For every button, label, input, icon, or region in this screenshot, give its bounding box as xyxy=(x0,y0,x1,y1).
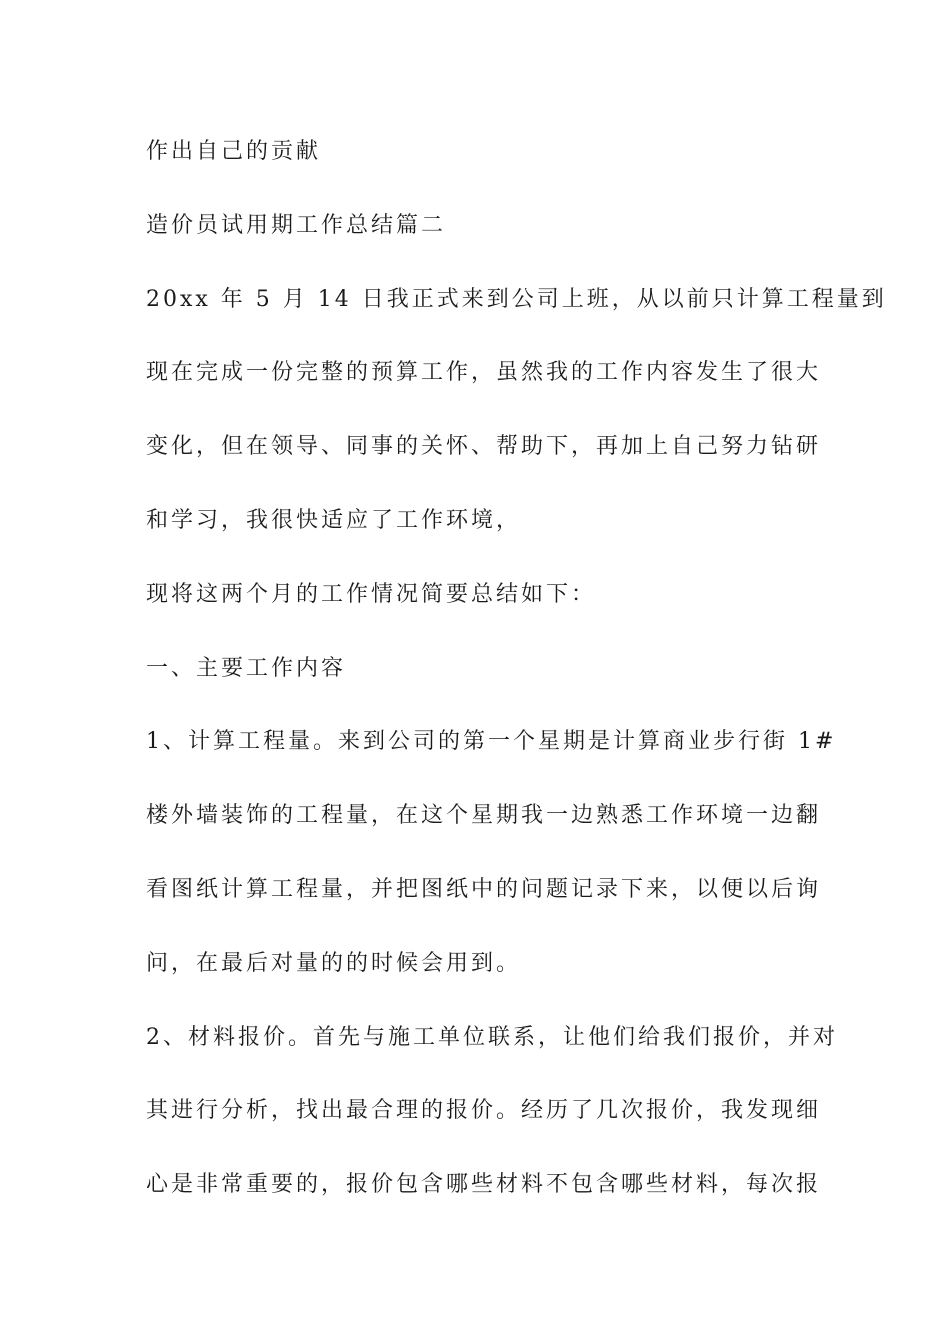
heading-line: 作出自己的贡献 xyxy=(146,139,322,164)
list-item-line: 其进行分析，找出最合理的报价。经历了几次报价，我发现细 xyxy=(146,1098,822,1124)
list-item-line: 2、材料报价。首先与施工单位联系，让他们给我们报价，并对 xyxy=(146,1024,838,1050)
paragraph-line: 现在完成一份完整的预算工作，虽然我的工作内容发生了很大 xyxy=(146,360,822,386)
list-item-line: 心是非常重要的，报价包含哪些材料不包含哪些材料，每次报 xyxy=(146,1172,822,1198)
list-item-line: 看图纸计算工程量，并把图纸中的问题记录下来，以便以后询 xyxy=(146,876,822,902)
section-title: 造价员试用期工作总结篇二 xyxy=(146,212,447,238)
list-item-line: 问，在最后对量的的时候会用到。 xyxy=(146,950,522,976)
paragraph-line: 变化，但在领导、同事的关怀、帮助下，再加上自己努力钻研 xyxy=(146,434,822,460)
list-item-line: 1、计算工程量。来到公司的第一个星期是计算商业步行街 1# xyxy=(146,729,837,755)
paragraph-line: 20xx 年 5 月 14 日我正式来到公司上班，从以前只计算工程量到 xyxy=(146,286,887,312)
list-item-line: 楼外墙装饰的工程量，在这个星期我一边熟悉工作环境一边翻 xyxy=(146,803,822,829)
subsection-heading: 一、主要工作内容 xyxy=(146,655,347,681)
paragraph-line: 和学习，我很快适应了工作环境， xyxy=(146,507,522,533)
paragraph-line: 现将这两个月的工作情况简要总结如下： xyxy=(146,581,597,607)
document-body xyxy=(146,126,887,1233)
